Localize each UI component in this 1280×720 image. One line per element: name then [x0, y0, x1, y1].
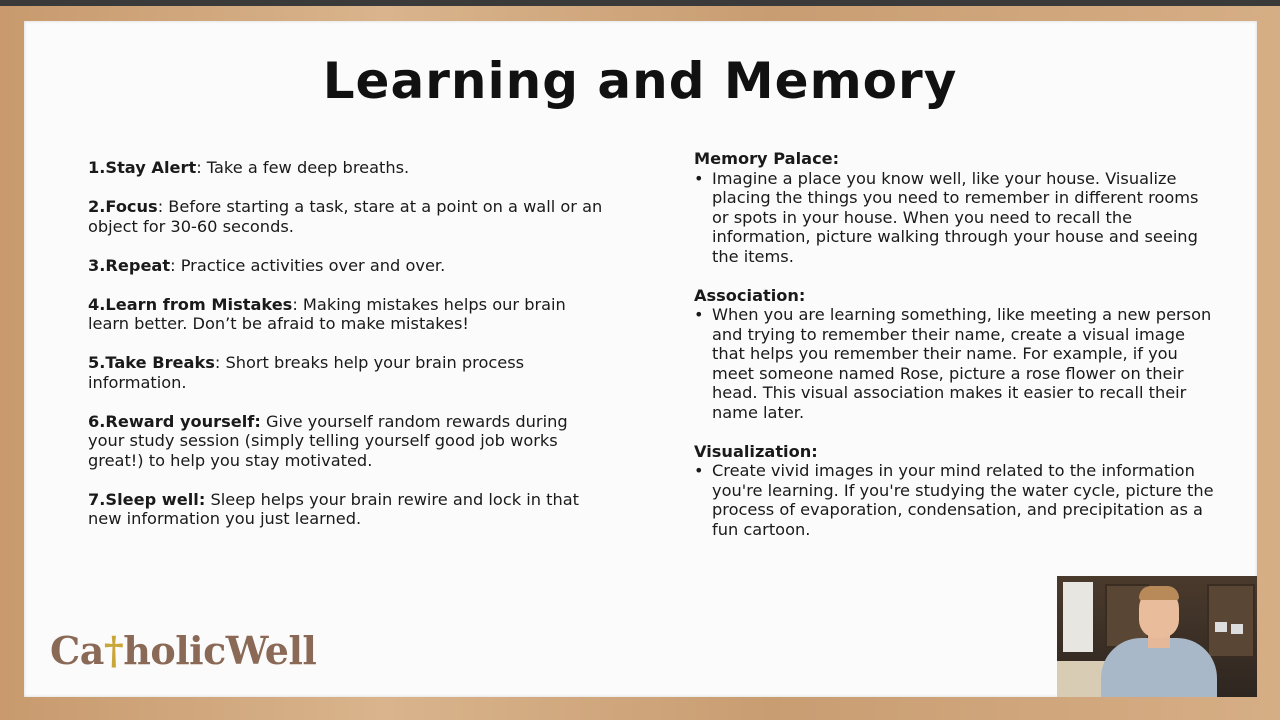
tip-text: : Practice activities over and over. — [170, 255, 446, 275]
window — [1063, 582, 1093, 652]
tip-item — [88, 256, 608, 276]
tip-item — [88, 158, 608, 178]
bullet-dot: • — [694, 168, 704, 188]
tip-label: 5.Take Breaks — [88, 353, 215, 372]
bullet-dot: • — [694, 461, 704, 480]
technique-bullet — [694, 461, 1214, 539]
technique-bullet — [694, 305, 1214, 422]
technique-text: When you are learning something, like meeting a new person and trying to remember their name, create a visual image that helps you remember their name. For example, if you meet someone named Rose, picture a rose flower on their head. This visual association makes it easier to recall their name later. — [712, 305, 1212, 422]
tip-label: 4.Learn from Mistakes — [88, 294, 293, 314]
technique-section — [694, 442, 1214, 540]
picture-frame — [1215, 622, 1227, 632]
tip-label: 1.Stay Alert — [88, 158, 197, 177]
picture-frame — [1231, 624, 1243, 634]
bookshelf — [1207, 584, 1255, 658]
technique-section — [694, 149, 1214, 266]
cross-icon: † — [103, 628, 124, 673]
tip-text: : Short breaks help your brain process information. — [88, 353, 525, 392]
tip-label: 2.Focus — [88, 197, 158, 216]
technique-text: Create vivid images in your mind related to the information you're learning. If you're studying the water cycle, picture the process of evaporation, condensation, and precipitation as a fun cartoon. — [712, 461, 1214, 539]
tip-label: 6.Reward yourself: — [88, 411, 261, 431]
tip-item — [88, 353, 608, 392]
technique-heading: Memory Palace: — [694, 149, 840, 168]
top-edge — [0, 0, 1280, 6]
logo-text-end: holicWell — [123, 628, 317, 673]
tip-text: : Before starting a task, stare at a point on a wall or an object for 30-60 seconds. — [88, 197, 603, 236]
tip-text: Sleep helps your brain rewire and lock in that new information you just learned. — [88, 489, 580, 528]
technique-heading: Association: — [694, 285, 806, 305]
tip-label: 7.Sleep well: — [88, 489, 206, 509]
presenter-webcam — [1057, 576, 1257, 697]
tip-label: 3.Repeat — [88, 255, 171, 275]
techniques-list — [694, 149, 1214, 559]
tip-item — [88, 490, 608, 529]
tips-list — [88, 158, 608, 548]
tip-item — [88, 197, 608, 236]
technique-heading: Visualization: — [694, 441, 818, 461]
technique-bullet — [694, 169, 1214, 267]
catholicwell-logo — [50, 628, 316, 673]
tip-text: Give yourself random rewards during your study session (simply telling yourself good job works great!) to help you stay motivated. — [88, 411, 568, 470]
slide-title: Learning and Memory — [322, 52, 958, 110]
presenter-hair — [1139, 586, 1179, 600]
tip-item — [88, 295, 608, 334]
tip-text: : Take a few deep breaths. — [196, 158, 410, 177]
tip-text: : Making mistakes helps our brain learn better. Don’t be afraid to make mistakes! — [88, 294, 566, 333]
tip-item — [88, 412, 608, 471]
technique-text: Imagine a place you know well, like your house. Visualize placing the things you need to remember in different rooms or spots in your house. When you need to recall the information, picture walking through your house and seeing the items. — [712, 168, 1199, 266]
logo-text-start: Ca — [50, 628, 104, 673]
bullet-dot: • — [694, 305, 704, 324]
technique-section — [694, 286, 1214, 423]
